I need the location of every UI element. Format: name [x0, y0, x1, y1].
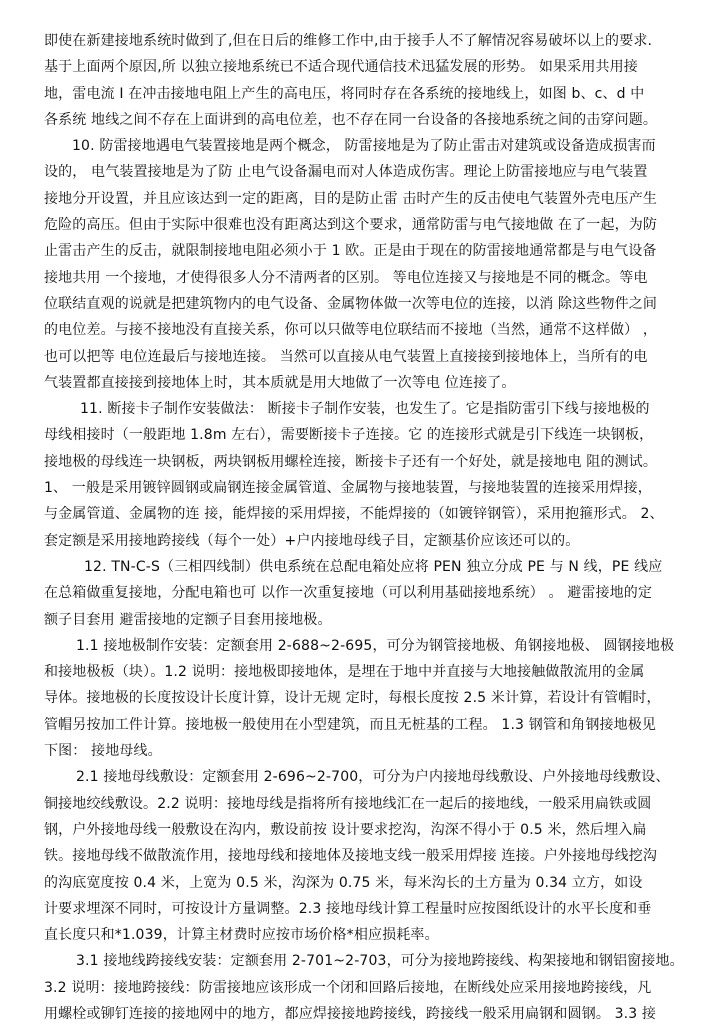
- text-line: 套定额是采用接地跨接线（每个一处）+户内接地母线子目，定额基价应该还可以的。: [44, 532, 580, 549]
- text-line: 位联结直观的说就是把建筑物内的电气设备、金属物体做一次等电位的连接，以消 除这些物件之间: [44, 295, 658, 312]
- text-line: 下图： 接地母线。: [44, 743, 162, 760]
- text-line: 2.1 接地母线敷设：定额套用 2-696~2-700，可分为户内接地母线敷设、户外接地母线敷设、: [76, 769, 670, 786]
- text-line: 在总箱做重复接地，分配电箱也可 以作一次重复接地（可以利用基础接地系统） 。 避雷接地的定: [44, 585, 653, 602]
- text-line: 即使在新建接地系统时做到了,但在日后的维修工作中,由于接手人不了解情况容易破坏以上的要求.: [44, 33, 653, 49]
- text-line: 接地极的母线连一块钢板，两块钢板用螺栓连接，断接卡子还有一个好处，就是接地电 阻的测试。: [44, 453, 658, 470]
- text-line: 额子目套用 避雷接地的定额子目套用接地极。: [44, 611, 332, 628]
- text-line: 基于上面两个原因,所 以独立接地系统已不适合现代通信技术迅猛发展的形势。 如果采用共用接: [44, 59, 638, 76]
- text-line: 计要求埋深不同时，可按设计方量调整。2.3 接地母线计算工程量时应按图纸设计的水平长度和垂: [44, 900, 652, 917]
- text-line: 10. 防雷接地遇电气装置接地是两个概念， 防雷接地是为了防止雷击对建筑或设备造成损害而: [72, 138, 656, 155]
- text-line: 的电位差。与接不接地没有直接关系，你可以只做等电位联结而不接地（当然，通常不这样做） ，: [44, 322, 658, 339]
- text-line: 铁。接地母线不做散流作用，接地母线和接地体及接地支线一般采用焊接 连接。户外接地母线挖沟: [44, 848, 658, 865]
- text-line: 止雷击产生的反击，就限制接地电阻必须小于 1 欧。正是由于现在的防雷接地通常都是与电气设备: [44, 243, 657, 260]
- text-line: 的沟底宽度按 0.4 米，上宽为 0.5 米，沟深为 0.75 米，每米沟长的土方量为 0.34 立方，如设: [44, 874, 643, 891]
- text-line: 12. TN-C-S（三相四线制）供电系统在总配电箱处应将 PEN 独立分成 PE 与 N 线，PE 线应: [84, 558, 663, 575]
- document-body: [44, 28, 684, 1027]
- text-line: 管帽另按加工件计算。接地极一般使用在小型建筑，而且无桩基的工程。 1.3 钢管和角钢接地极见: [44, 716, 657, 733]
- text-line: 与金属管道、金属物的连 接，能焊接的采用焊接，不能焊接的（如镀锌钢管），采用抱箍形式。 2、: [44, 506, 664, 523]
- text-line: 直长度只和*1.039，计算主材费时应按市场价格*相应损耗率。: [44, 927, 439, 944]
- text-line: 危险的高压。但由于实际中很难也没有距离达到这个要求，通常防雷与电气接地做 在了一起，为防: [44, 217, 658, 234]
- text-line: 3.2 说明：接地跨接线：防雷接地应该形成一个闭和回路后接地，在断线处应采用接地跨接线，凡: [44, 979, 652, 996]
- text-line: 导体。接地极的长度按设计长度计算，设计无规 定时，每根长度按 2.5 米计算，若设计有管帽时，: [44, 690, 661, 707]
- text-line: 钢，户外接地母线一般敷设在沟内，敷设前按 设计要求挖沟，沟深不得小于 0.5 米，然后埋入扁: [44, 821, 647, 838]
- text-line: 3.1 接地线跨接线安装：定额套用 2-701~2-703，可分为接地跨接线、构架接地和钢铝窗接地。: [76, 953, 684, 970]
- text-line: 1.1 接地极制作安装：定额套用 2-688~2-695，可分为钢管接地极、角钢接地极、 圆钢接地极: [76, 637, 675, 654]
- text-line: 11. 断接卡子制作安装做法： 断接卡子制作安装，也发生了。它是指防雷引下线与接地极的: [80, 401, 650, 418]
- text-line: 接地分开设置，并且应该达到一定的距离，目的是防止雷 击时产生的反击使电气装置外壳电压产生: [44, 190, 658, 207]
- text-line: 设的， 电气装置接地是为了防 止电气设备漏电而对人体造成伤害。理论上防雷接地应与电气装置: [44, 164, 648, 181]
- text-line: 接地共用 一个接地，才使得很多人分不清两者的区别。 等电位连接又与接地是不同的概念。等电: [44, 269, 648, 286]
- text-line: 母线相接时（一般距地 1.8m 左右），需要断接卡子连接。它 的连接形式就是引下线连一块钢板，: [44, 427, 654, 444]
- text-line: 地，雷电流 I 在冲击接地电阻上产生的高电压，将同时存在各系统的接地线上，如图 b、c、d 中: [44, 85, 645, 102]
- text-line: 各系统 地线之间不存在上面讲到的高电位差，也不存在同一台设备的各接地系统之间的击穿问题。: [44, 111, 658, 128]
- text-line: 气装置都直接接到接地体上时，其本质就是用大地做了一次等电 位连接了。: [44, 374, 516, 391]
- text-line: 铜接地绞线敷设。2.2 说明：接地母线是指将所有接地线汇在一起后的接地线，一般采用扁铁或圆: [44, 795, 652, 812]
- text-line: 也可以把等 电位连最后与接地连接。 当然可以直接从电气装置上直接接到接地体上，当所有的电: [44, 348, 648, 365]
- text-line: 用螺栓或铆钉连接的接地网中的地方，都应焊接接地跨接线，跨接线一般采用扁钢和圆钢。 3.3 接: [44, 1005, 657, 1022]
- text-line: 1、 一般是采用镀锌圆钢或扁钢连接金属管道、金属物与接地装置，与接地装置的连接采用焊接，: [44, 480, 652, 497]
- text-line: 和接地极板（块）。1.2 说明：接地极即接地体，是埋在于地中并直接与大地接触做散流用的金属: [44, 664, 645, 681]
